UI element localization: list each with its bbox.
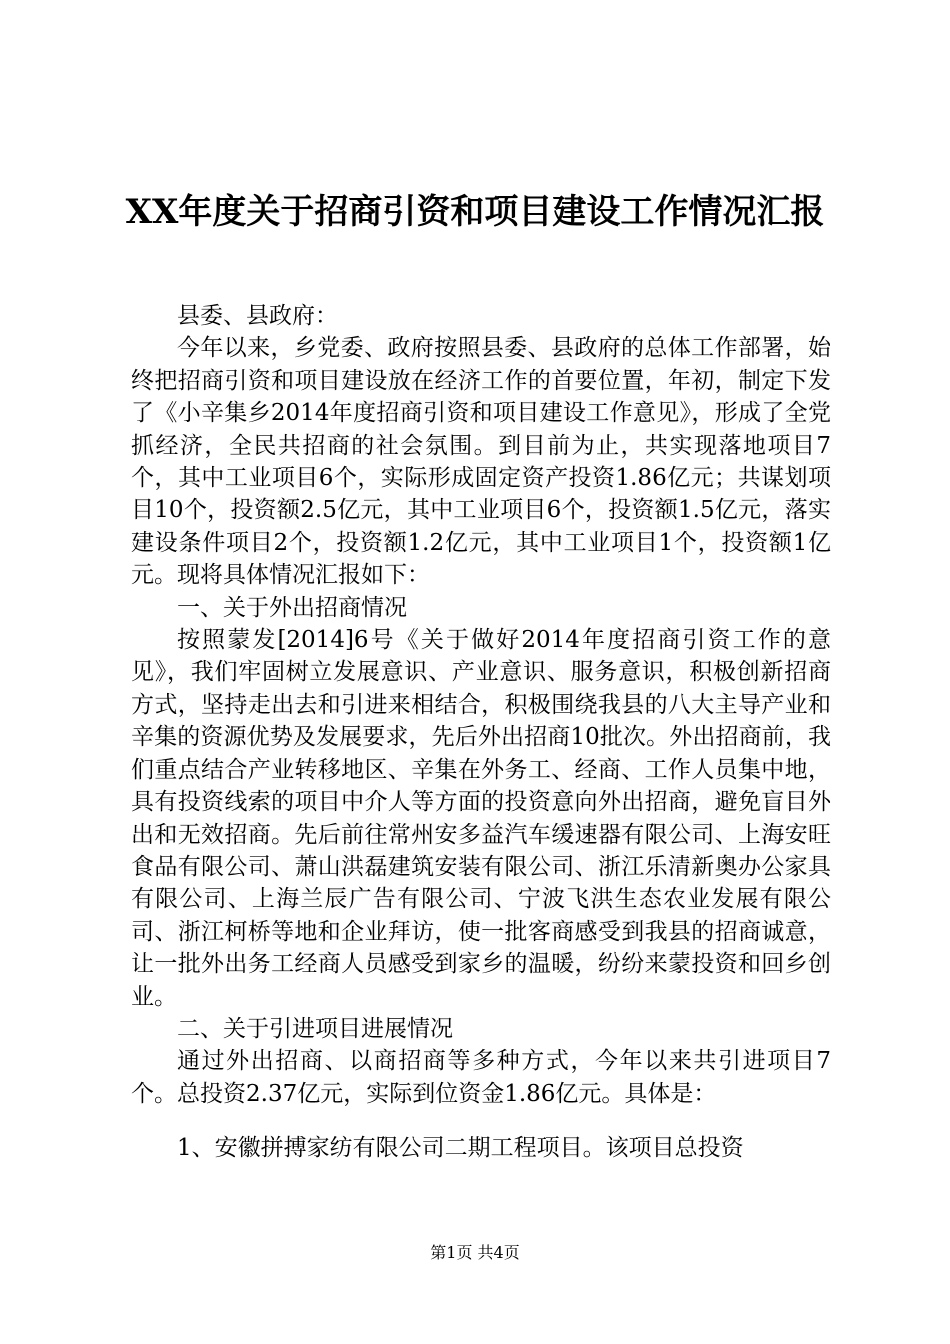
section-heading-outbound: 一、关于外出招商情况 bbox=[177, 594, 407, 621]
document-body bbox=[131, 300, 831, 1165]
section-heading-projects: 二、关于引进项目进展情况 bbox=[177, 1015, 453, 1042]
salutation: 县委、县政府： bbox=[177, 303, 338, 329]
paragraph-project-1: 1、安徽拼搏家纺有限公司二期工程项目。该项目总投资 bbox=[177, 1135, 744, 1162]
paragraph-projects: 通过外出招商、以商招商等多种方式，今年以来共引进项目7个。总投资2.37亿元，实际到位资金1.86亿元。具体是： bbox=[131, 1048, 831, 1107]
document-title: XX年度关于招商引资和项目建设工作情况汇报 bbox=[125, 192, 825, 232]
paragraph-intro: 今年以来，乡党委、政府按照县委、县政府的总体工作部署，始终把招商引资和项目建设放在经济工作的首要位置，年初，制定下发了《小辛集乡2014年度招商引资和项目建设工作意见》，形成了全党抓经济，全民共招商的社会氛围。到目前为止，共实现落地项目7个，其中工业项目6个，实际形成固定资产投资1.86亿元；共谋划项目10个，投资额2.5亿元，其中工业项目6个，投资额1.5亿元，落实建设条件项目2个，投资额1.2亿元，其中工业项目1个，投资额1亿元。现将具体情况汇报如下： bbox=[131, 335, 831, 589]
paragraph-outbound: 按照蒙发[2014]6号《关于做好2014年度招商引资工作的意见》，我们牢固树立发展意识、产业意识、服务意识，积极创新招商方式，坚持走出去和引进来相结合，积极围绕我县的八大主导产业和辛集的资源优势及发展要求，先后外出招商10批次。外出招商前，我们重点结合产业转移地区、辛集在外务工、经商、工作人员集中地，具有投资线索的项目中介人等方面的投资意向外出招商，避免盲目外出和无效招商。先后前往常州安多益汽车缓速器有限公司、上海安旺食品有限公司、萧山洪磊建筑安装有限公司、浙江乐清新奥办公家具有限公司、上海兰辰广告有限公司、宁波飞洪生态农业发展有限公司、浙江柯桥等地和企业拜访，使一批客商感受到我县的招商诚意，让一批外出务工经商人员感受到家乡的温暖，纷纷来蒙投资和回乡创业。 bbox=[131, 627, 831, 1010]
page-number: 第1页 共4页 bbox=[430, 1243, 520, 1262]
